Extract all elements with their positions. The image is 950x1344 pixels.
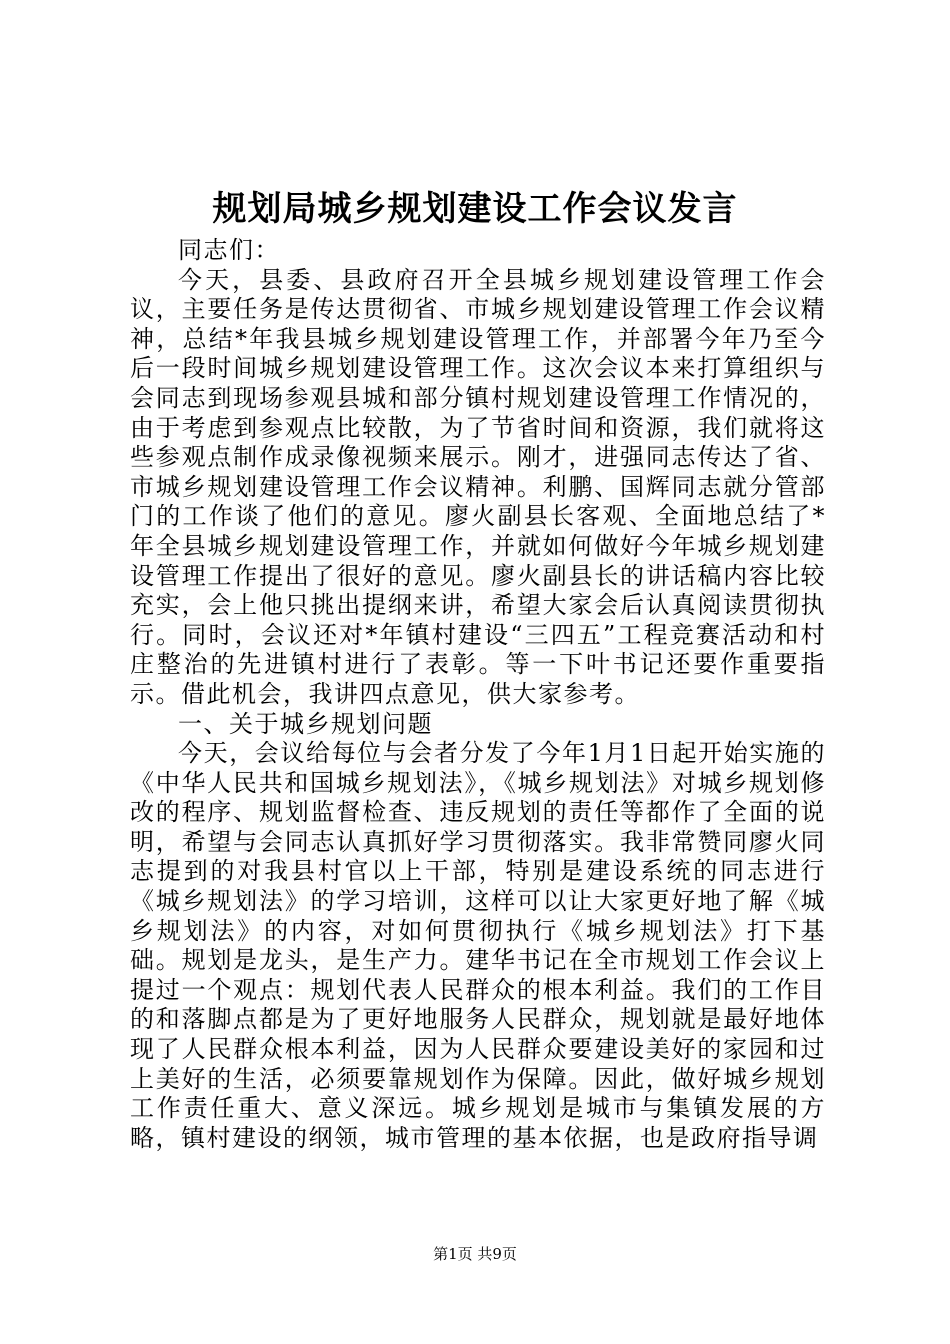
section-heading: 一、关于城乡规划问题 [178,709,433,738]
body-paragraph: 今天，县委、县政府召开全县城乡规划建设管理工作会议，主要任务是传达贯彻省、市城乡规划建设管理工作会议精神，总结*年我县城乡规划建设管理工作，并部署今年乃至今后一段时间城乡规划建设管理工作。这次会议本来打算组织与会同志到现场参观县城和部分镇村规划建设管理工作情况的，由于考虑到参观点比较散，为了节省时间和资源，我们就将这些参观点制作成录像视频来展示。刚才，进强同志传达了省、市城乡规划建设管理工作会议精神。利鹏、国辉同志就分管部门的工作谈了他们的意见。廖火副县长客观、全面地总结了*年全县城乡规划建设管理工作，并就如何做好今年城乡规划建设管理工作提出了很好的意见。廖火副县长的讲话稿内容比较充实，会上他只挑出提纲来讲，希望大家会后认真阅读贯彻执行。同时，会议还对*年镇村建设“三四五”工程竞赛活动和村庄整治的先进镇村进行了表彰。等一下叶书记还要作重要指示。借此机会，我讲四点意见，供大家参考。 [130,265,826,708]
page-number-footer: 第1页 共9页 [433,1245,517,1263]
salutation-paragraph: 同志们： [178,236,280,264]
document-body [130,236,826,1153]
document-title: 规划局城乡规划建设工作会议发言 [212,189,738,229]
body-paragraph: 今天，会议给每位与会者分发了今年1月1日起开始实施的《中华人民共和国城乡规划法》，《城乡规划法》对城乡规划修改的程序、规划监督检查、违反规划的责任等都作了全面的说明，希望与会同志认真抓好学习贯彻落实。我非常赞同廖火同志提到的对我县村官以上干部，特别是建设系统的同志进行《城乡规划法》的学习培训，这样可以让大家更好地了解《城乡规划法》的内容，对如何贯彻执行《城乡规划法》打下基础。规划是龙头，是生产力。建华书记在全市规划工作会议上提过一个观点：规划代表人民群众的根本利益。我们的工作目的和落脚点都是为了更好地服务人民群众，规划就是最好地体现了人民群众根本利益，因为人民群众要建设美好的家园和过上美好的生活，必须要靠规划作为保障。因此，做好城乡规划工作责任重大、意义深远。城乡规划是城市与集镇发展的方略，镇村建设的纲领，城市管理的基本依据，也是政府指导调 [130,739,826,1152]
